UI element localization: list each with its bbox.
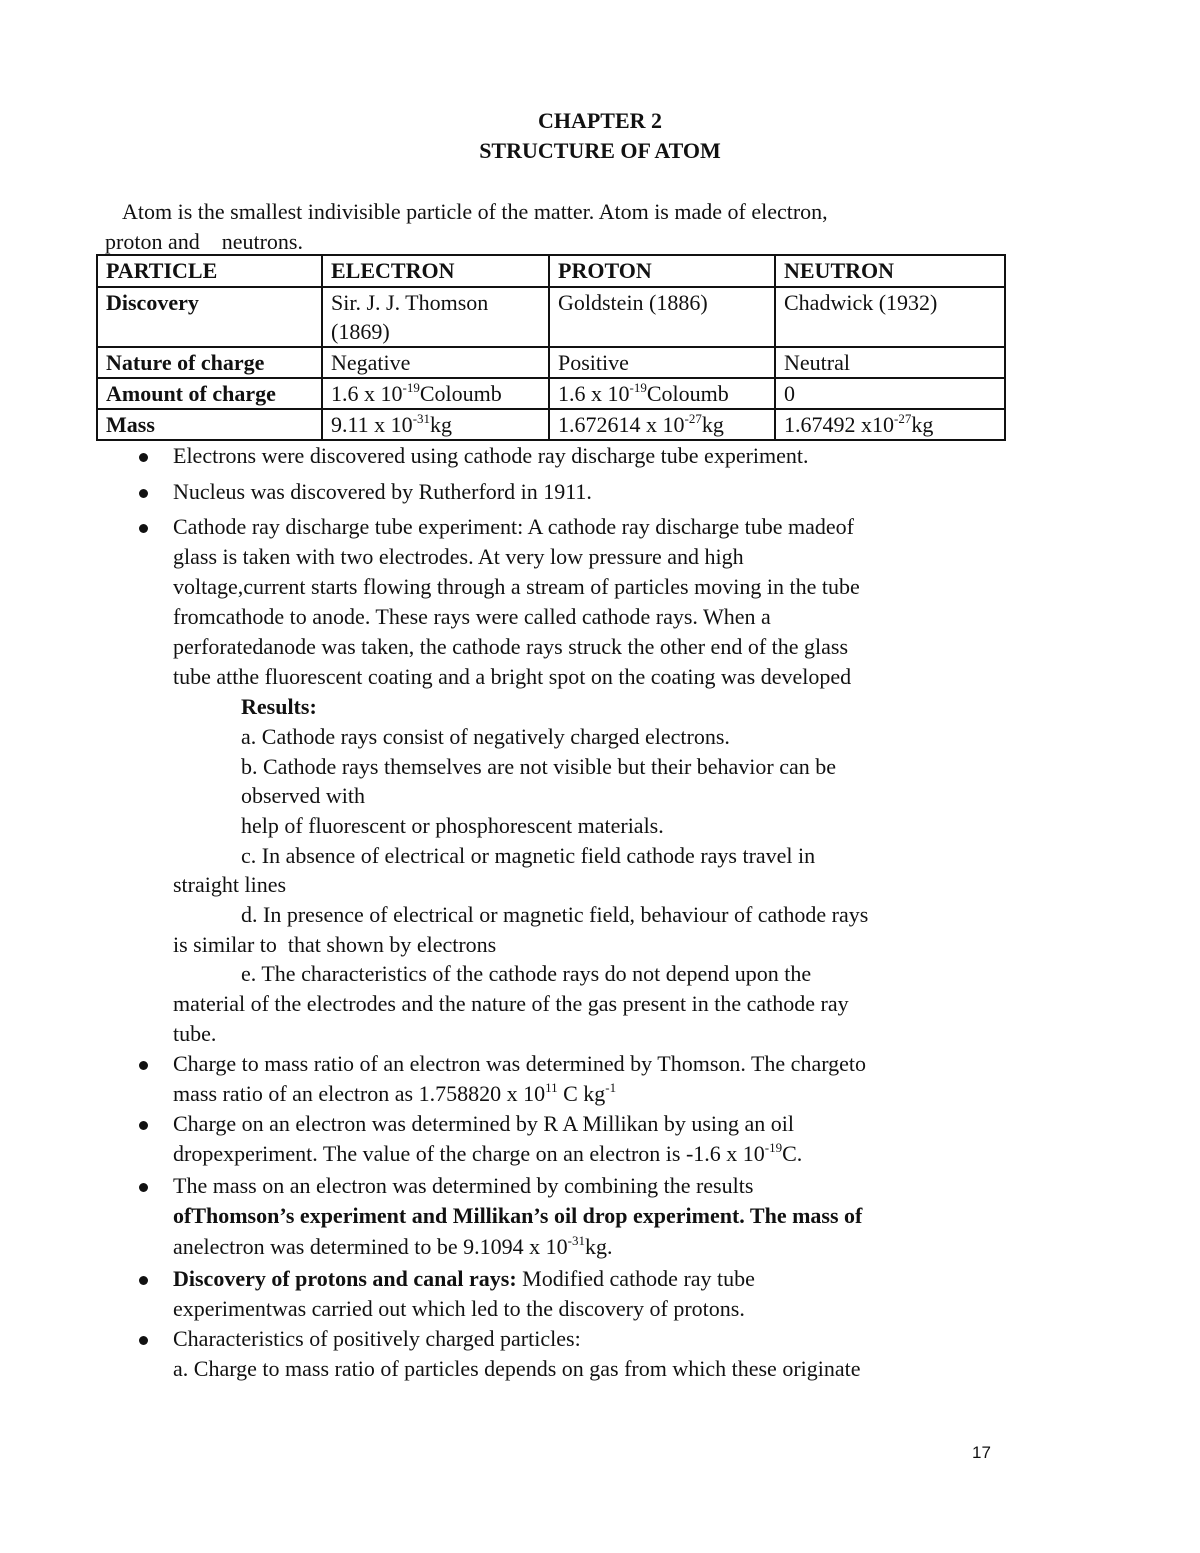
proton-discovery-line: Discovery of protons and canal rays: Modified cathode ray tube: [173, 1266, 755, 1291]
bullet-electrons-discovered: Electrons were discovered using cathode ray discharge tube experiment.: [173, 443, 809, 468]
header-neutron: NEUTRON: [775, 255, 1005, 287]
result-line: a. Cathode rays consist of negatively charged electrons.: [241, 724, 730, 749]
result-line: b. Cathode rays themselves are not visible but their behavior can be: [241, 754, 837, 779]
millikan-line: Charge on an electron was determined by R A Millikan by using an oil: [173, 1111, 794, 1136]
header-proton: PROTON: [549, 255, 775, 287]
electron-mass-line: The mass on an electron was determined by combining the results: [173, 1173, 754, 1198]
table-row-mass: [97, 409, 1005, 440]
row-label: Mass: [97, 409, 322, 440]
row-label: Discovery: [97, 287, 322, 347]
cathode-ray-text-line: fromcathode to anode. These rays were called cathode rays. When a: [173, 604, 771, 629]
cathode-ray-text-line: voltage,current starts flowing through a stream of particles moving in the tube: [173, 574, 860, 599]
table-row-discovery: [97, 287, 1005, 347]
page-number: 17: [972, 1443, 991, 1462]
charge-mass-ratio-line: mass ratio of an electron as 1.758820 x $10^{11}$ C $kg^{-1}$: [173, 1080, 617, 1106]
bullet-icon: [139, 1276, 148, 1285]
particle-table: [96, 254, 1006, 441]
header-particle: PARTICLE: [97, 255, 322, 287]
result-line: straight lines: [173, 872, 287, 897]
cathode-ray-text-line: Cathode ray discharge tube experiment: A cathode ray discharge tube madeof: [173, 514, 854, 539]
table-row-nature: [97, 347, 1005, 378]
electron-mass-line: anelectron was determined to be 9.1094 x $10^{-31}kg$.: [173, 1233, 613, 1259]
table-cell: Chadwick (1932): [775, 287, 1005, 347]
proton-discovery-line: experimentwas carried out which led to the discovery of protons.: [173, 1296, 745, 1321]
table-row-amount: [97, 378, 1005, 409]
bullet-icon: [139, 524, 148, 533]
charge-mass-ratio-line: Charge to mass ratio of an electron was determined by Thomson. The chargeto: [173, 1051, 867, 1076]
table-cell: 9.11 x $10^{-31}kg$: [322, 409, 549, 440]
millikan-line: dropexperiment. The value of the charge on an electron is -1.6 x $10^{-19}C$.: [173, 1140, 803, 1166]
table-cell: Neutral: [775, 347, 1005, 378]
positive-particles-line: Characteristics of positively charged particles:: [173, 1326, 581, 1351]
bullet-icon: [139, 1121, 148, 1130]
cathode-ray-text-line: perforatedanode was taken, the cathode rays struck the other end of the glass: [173, 634, 849, 659]
bullet-icon: [139, 1061, 148, 1070]
table-cell: Sir. J. J. Thomson (1869): [322, 287, 549, 347]
table-cell: 0: [775, 378, 1005, 409]
result-line: c. In absence of electrical or magnetic field cathode rays travel in: [241, 843, 816, 868]
table-cell: Goldstein (1886): [549, 287, 775, 347]
results-heading: Results:: [241, 694, 317, 719]
bullet-icon: [139, 1183, 148, 1192]
row-label: Nature of charge: [97, 347, 322, 378]
result-line: observed with: [241, 783, 366, 808]
bullet-nucleus-discovered: Nucleus was discovered by Rutherford in 1911.: [173, 479, 592, 504]
result-line: tube.: [173, 1021, 217, 1046]
table-cell: 1.672614 x $10^{-27}kg$: [549, 409, 775, 440]
result-line: material of the electrodes and the nature of the gas present in the cathode ray: [173, 991, 849, 1016]
table-cell: Negative: [322, 347, 549, 378]
result-line: is similar to that shown by electrons: [173, 932, 497, 957]
table-cell: 1.6 x $10^{-19}Coloumb$: [549, 378, 775, 409]
bullet-icon: [139, 489, 148, 498]
table-cell: 1.6 x $10^{-19}Coloumb$: [322, 378, 549, 409]
chapter-number: CHAPTER 2: [537, 108, 663, 133]
bullet-icon: [139, 1336, 148, 1345]
positive-particles-line: a. Charge to mass ratio of particles depends on gas from which these originate: [173, 1356, 861, 1381]
intro-line-1: Atom is the smallest indivisible particle of the matter. Atom is made of electron,: [122, 199, 828, 224]
result-line: d. In presence of electrical or magnetic field, behaviour of cathode rays: [241, 902, 869, 927]
cathode-ray-text-line: glass is taken with two electrodes. At very low pressure and high: [173, 544, 744, 569]
table-header-row: [97, 255, 1005, 287]
header-electron: ELECTRON: [322, 255, 549, 287]
intro-line-2: proton and neutrons.: [105, 229, 303, 254]
row-label: Amount of charge: [97, 378, 322, 409]
result-line: help of fluorescent or phosphorescent materials.: [241, 813, 664, 838]
electron-mass-line: ofThomson’s experiment and Millikan’s oil drop experiment. The mass of: [173, 1203, 863, 1228]
chapter-title: STRUCTURE OF ATOM: [479, 138, 721, 163]
table-cell: 1.67492 $x10^{-27}kg$: [775, 409, 1005, 440]
bullet-icon: [139, 453, 148, 462]
cathode-ray-text-line: tube atthe fluorescent coating and a bright spot on the coating was developed: [173, 664, 852, 689]
table-cell: Positive: [549, 347, 775, 378]
result-line: e. The characteristics of the cathode rays do not depend upon the: [241, 961, 812, 986]
